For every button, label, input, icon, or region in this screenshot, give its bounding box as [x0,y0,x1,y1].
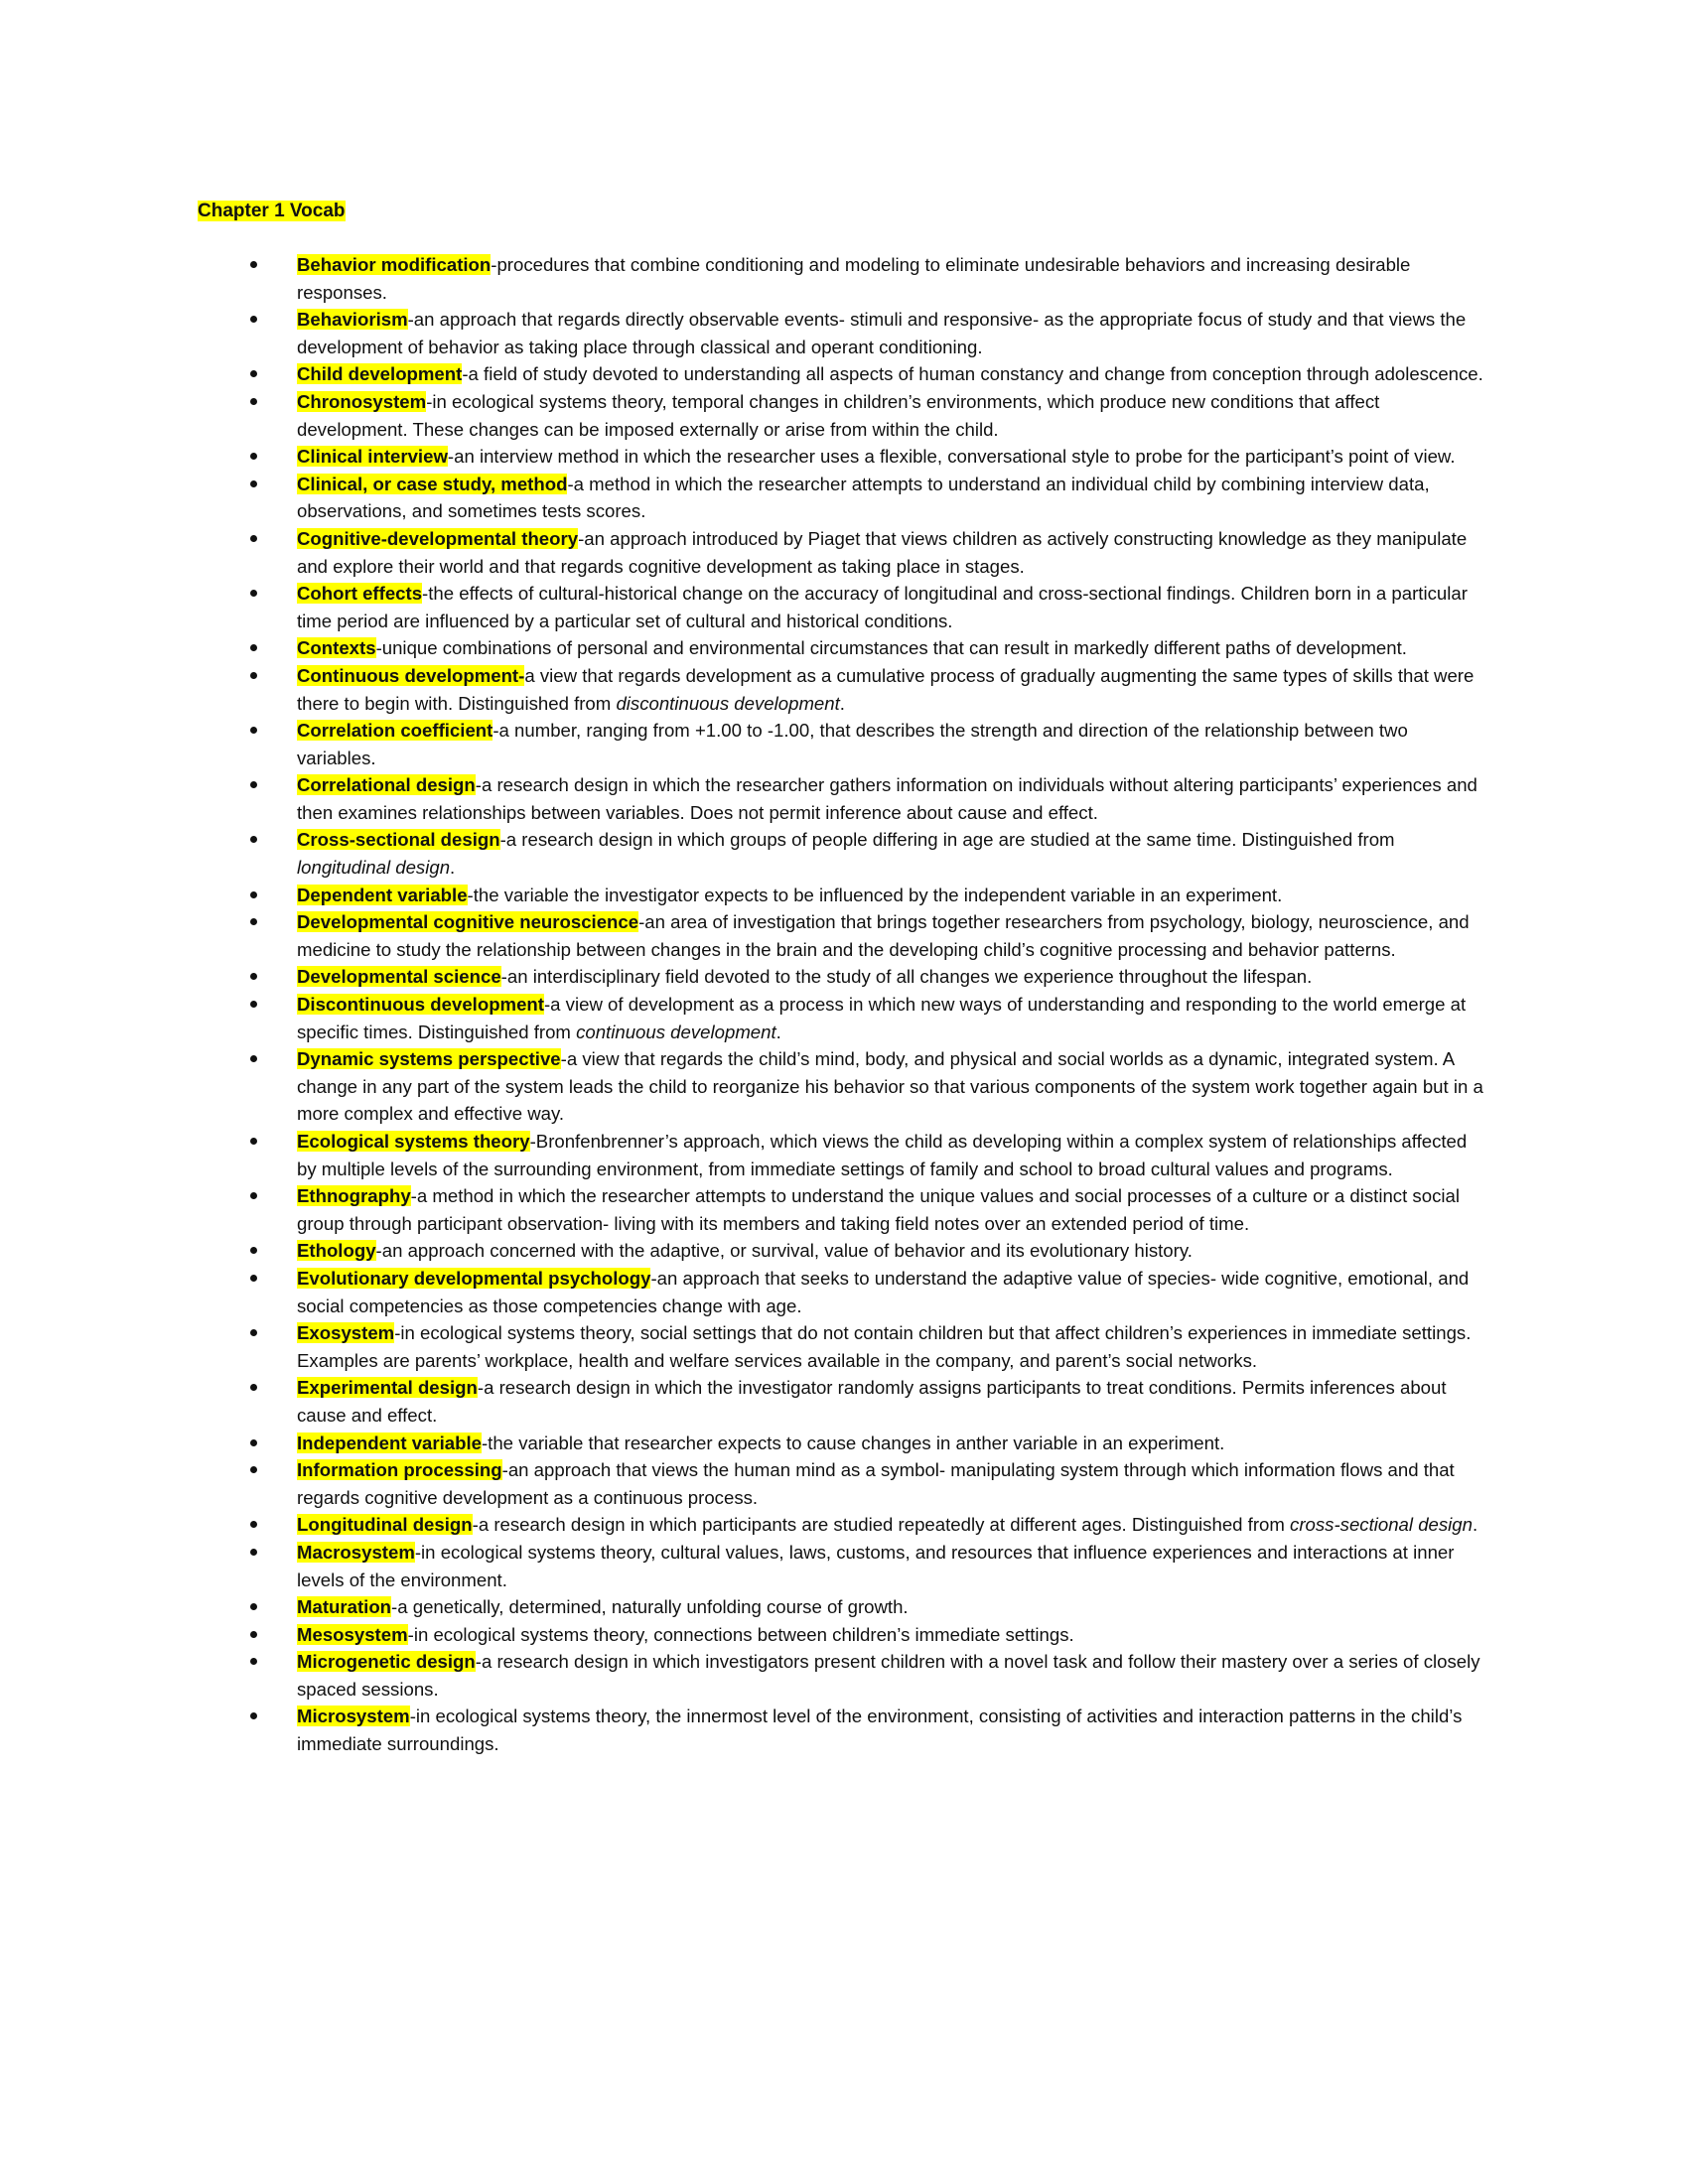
vocab-term: Information processing [297,1459,502,1481]
vocab-definition: -Bronfenbrenner’s approach, which views the child as developing within a complex system of relationships affected by multiple levels of the surrounding environment, from immediate settings of family and school to broad cultural values and programs. [297,1131,1468,1179]
list-item [297,525,1488,580]
vocab-definition: -a method in which the researcher attempts to understand an individual child by combining interview data, observations, and sometimes tests scores. [297,473,1430,522]
vocab-term: Developmental science [297,966,501,988]
list-item [297,1430,1488,1457]
vocab-term: Contexts [297,637,376,659]
vocab-term: Dependent variable [297,884,468,905]
vocab-definition: -a research design in which groups of people differing in age are studied at the same time. Distinguished from [499,829,1395,851]
list-item [297,471,1488,525]
vocab-term: Ethology [297,1240,376,1262]
list-item [297,1265,1488,1319]
list-item [297,1237,1488,1265]
vocab-definition: -in ecological systems theory, connections between children’s immediate settings. [407,1623,1074,1645]
list-item [297,1621,1488,1649]
vocab-definition: -an approach introduced by Piaget that views children as actively constructing knowledge as they manipulate and explore their world and that regards cognitive development as taking place in stages. [297,527,1468,577]
vocab-definition-tail: . [450,857,456,879]
list-item [297,634,1488,662]
vocab-definition: -a field of study devoted to understanding all aspects of human constancy and change from conception through adolescence. [462,363,1483,385]
vocab-term: Child development [297,363,463,385]
vocab-term: Experimental design [297,1377,478,1399]
vocab-definition: -a research design in which the researcher gathers information on individuals without altering participants’ experiences and then examines relationships between variables. Does not permit inference about cause and effect. [297,774,1477,823]
vocab-term: Ethnography [297,1185,411,1207]
vocab-definition: -the variable the investigator expects to be influenced by the independent variable in an experiment. [467,884,1283,905]
vocab-definition: -the effects of cultural-historical change on the accuracy of longitudinal and cross-sectional findings. Children born in a particular time period are influenced by a particular set of cultural and historical conditions. [297,583,1468,631]
vocab-definition: -a number, ranging from +1.00 to -1.00, that describes the strength and direction of the relationship between two variables. [297,720,1408,768]
vocab-definition-italic: longitudinal design [297,857,451,879]
vocab-definition: -unique combinations of personal and environmental circumstances that can result in markedly different paths of development. [375,637,1407,659]
vocab-term: Cross-sectional design [297,829,500,851]
vocab-definition-tail: . [839,692,845,714]
vocab-term: Clinical, or case study, method [297,473,568,494]
list-item [297,908,1488,963]
vocab-definition-tail: . [1473,1514,1478,1536]
vocab-definition: -in ecological systems theory, social settings that do not contain children but that affect children’s experiences in immediate settings. Examples are parents’ workplace, health and welfare services available in the company, and parent’s social networks. [297,1322,1472,1371]
vocab-definition-tail: . [775,1021,781,1042]
vocab-term: Cognitive-developmental theory [297,527,579,549]
vocab-term: Correlational design [297,774,476,796]
list-item [297,1703,1488,1757]
list-item [297,360,1488,388]
list-item [297,963,1488,991]
vocab-definition: -a method in which the researcher attempts to understand the unique values and social processes of a culture or a distinct social group through participant observation- living with its members and taking field notes over an extended period of time. [297,1185,1460,1234]
vocab-term: Discontinuous development [297,994,544,1016]
vocab-term: Microgenetic design [297,1651,476,1673]
list-item [297,991,1488,1045]
list-item [297,717,1488,771]
vocab-term: Ecological systems theory [297,1131,530,1152]
vocab-term: Maturation [297,1596,392,1618]
vocab-definition-italic: cross-sectional design [1290,1514,1473,1536]
list-item [297,882,1488,909]
list-item [297,1593,1488,1621]
list-item [297,1319,1488,1374]
list-item [297,771,1488,826]
vocab-definition: -an approach concerned with the adaptive, or survival, value of behavior and its evolutionary history. [375,1240,1193,1262]
vocab-definition: -a genetically, determined, naturally unfolding course of growth. [391,1596,909,1618]
vocab-term: Mesosystem [297,1623,408,1645]
list-item [297,1374,1488,1429]
vocab-definition: -an area of investigation that brings together researchers from psychology, biology, neuroscience, and medicine to study the relationship between changes in the brain and the developing child’s cognitive processing and behavior patterns. [297,911,1470,960]
page-title [198,198,346,225]
vocab-definition: -a view that regards the child’s mind, body, and physical and social worlds as a dynamic, integrated system. A change in any part of the system leads the child to reorganize his behavior so that various components of the system work together again but in a more complex and effective way. [297,1048,1483,1125]
vocab-definition: -a view of development as a process in which new ways of understanding and responding to the world emerge at specific times. Distinguished from [297,994,1467,1042]
list-item [297,1648,1488,1703]
vocab-definition: -a research design in which participants are studied repeatedly at different ages. Distinguished from [472,1514,1291,1536]
page-title-text: Chapter 1 Vocab [198,201,346,221]
vocab-definition-italic: continuous development [576,1021,776,1042]
vocab-term: Cohort effects [297,583,423,605]
vocab-definition-italic: discontinuous development [616,692,840,714]
vocab-term: Macrosystem [297,1541,415,1563]
vocab-term: Behaviorism [297,309,408,331]
vocab-list [297,251,1488,1758]
list-item [297,443,1488,471]
list-item [297,1456,1488,1511]
vocab-term: Developmental cognitive neuroscience [297,911,639,933]
list-item [297,1128,1488,1182]
list-item [297,580,1488,634]
vocab-definition: -an approach that regards directly observable events- stimuli and responsive- as the appropriate focus of study and that views the development of behavior as taking place through classical and operant conditioning. [297,309,1467,357]
vocab-definition: -a research design in which the investigator randomly assigns participants to treat conditions. Permits inferences about cause and effect. [297,1377,1447,1426]
vocab-term: Microsystem [297,1706,410,1727]
vocab-definition: -an interdisciplinary field devoted to the study of all changes we experience throughout the lifespan. [500,966,1313,988]
vocab-definition: -a research design in which investigators present children with a novel task and follow their mastery over a series of closely spaced sessions. [297,1651,1480,1700]
vocab-term: Independent variable [297,1432,482,1453]
vocab-term: Evolutionary developmental psychology [297,1267,651,1289]
vocab-term: Dynamic systems perspective [297,1048,561,1070]
vocab-definition: -the variable that researcher expects to cause changes in anther variable in an experiment. [481,1432,1225,1453]
list-item [297,1182,1488,1237]
vocab-term: Behavior modification [297,254,492,275]
vocab-term: Correlation coefficient [297,720,493,742]
list-item [297,306,1488,360]
vocab-definition: -in ecological systems theory, cultural values, laws, customs, and resources that influence experiences and interactions at inner levels of the environment. [297,1541,1455,1590]
list-item [297,1511,1488,1539]
list-item [297,388,1488,443]
vocab-definition: -in ecological systems theory, the innermost level of the environment, consisting of activities and interaction patterns in the child’s immediate surroundings. [297,1706,1463,1755]
vocab-definition: -procedures that combine conditioning and modeling to eliminate undesirable behaviors and increasing desirable responses. [297,254,1411,303]
vocab-term: Chronosystem [297,390,427,412]
list-item [297,1539,1488,1593]
vocab-definition: -an approach that seeks to understand the adaptive value of species- wide cognitive, emotional, and social competencies as those competencies change with age. [297,1267,1470,1316]
vocab-term: Continuous development- [297,664,525,686]
vocab-definition: -an interview method in which the researcher uses a flexible, conversational style to probe for the participant’s point of view. [447,446,1456,468]
vocab-term: Clinical interview [297,446,448,468]
vocab-definition: a view that regards development as a cumulative process of gradually augmenting the same types of skills that were there to begin with. Distinguished from [297,664,1475,714]
vocab-definition: -an approach that views the human mind as a symbol- manipulating system through which information flows and that regards cognitive development as a continuous process. [297,1459,1455,1508]
vocab-definition: -in ecological systems theory, temporal changes in children’s environments, which produce new conditions that affect development. These changes can be imposed externally or arise from within the child. [297,390,1380,440]
list-item [297,662,1488,717]
vocab-term: Longitudinal design [297,1514,473,1536]
vocab-term: Exosystem [297,1322,395,1344]
list-item [297,1045,1488,1128]
list-item [297,251,1488,306]
list-item [297,826,1488,881]
